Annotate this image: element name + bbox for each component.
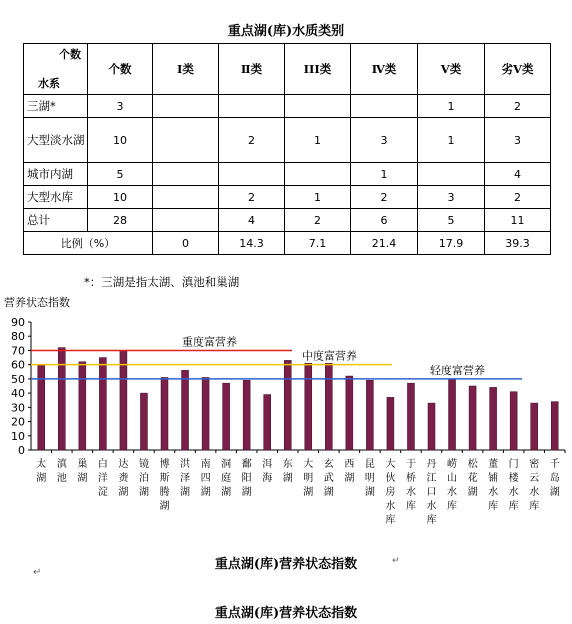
- table-footnote: *：三湖是指太湖、滇池和巢湖: [84, 275, 240, 289]
- x-tick-label: 门楼水库: [508, 459, 519, 512]
- x-tick-label: 于桥水库: [405, 459, 416, 512]
- bar: [140, 393, 147, 450]
- table-cell: 7.1: [285, 232, 351, 255]
- column-header: Ⅱ类: [219, 44, 285, 95]
- bar: [428, 403, 435, 450]
- table-cell: [219, 163, 285, 186]
- table-cell: 4: [485, 163, 551, 186]
- table-cell: 14.3: [219, 232, 285, 255]
- bar: [407, 383, 414, 450]
- table-cell: 28: [88, 209, 153, 232]
- x-tick-label: 昆明湖: [364, 459, 375, 498]
- bar: [223, 383, 230, 450]
- table-row: [24, 95, 551, 118]
- bar: [449, 379, 456, 450]
- row-label: 城市内湖: [24, 163, 88, 186]
- table-cell: 2: [219, 118, 285, 163]
- header-count-label: 个数: [59, 48, 81, 61]
- x-tick-label: 西湖: [344, 459, 355, 484]
- x-tick-label: 博斯腾湖: [159, 459, 170, 512]
- x-tick-label: 洱海: [262, 459, 273, 484]
- table-cell: 4: [219, 209, 285, 232]
- y-tick-label: 90: [11, 316, 25, 329]
- table-cell: 1: [351, 163, 418, 186]
- y-tick-label: 20: [11, 415, 25, 429]
- table-cell: 1: [285, 118, 351, 163]
- x-tick-label: 千岛湖: [549, 459, 560, 498]
- table-cell: 5: [418, 209, 485, 232]
- bar: [490, 387, 497, 450]
- column-header: Ⅳ类: [351, 44, 418, 95]
- x-tick-label: 太湖: [36, 459, 47, 484]
- table-cell: 17.9: [418, 232, 485, 255]
- bar: [38, 365, 45, 450]
- x-tick-label: 董铺水库: [488, 459, 499, 512]
- y-tick-label: 40: [11, 387, 25, 401]
- table-cell: [285, 163, 351, 186]
- chart-caption-repeat: 重点湖(库)营养状态指数: [214, 606, 358, 621]
- table-cell: 2: [485, 95, 551, 118]
- bar: [284, 360, 291, 450]
- column-header: Ⅰ类: [153, 44, 219, 95]
- x-tick-label: 滇池: [56, 459, 67, 484]
- bar: [264, 395, 271, 450]
- bar: [469, 386, 476, 450]
- bar: [79, 362, 86, 450]
- table-cell: [219, 95, 285, 118]
- table-cell: 2: [485, 186, 551, 209]
- bar: [161, 377, 168, 450]
- bar: [346, 376, 353, 450]
- table-cell: [153, 209, 219, 232]
- x-tick-label: 东湖: [282, 459, 293, 484]
- column-header: 个数: [88, 44, 153, 95]
- bar: [182, 370, 189, 450]
- table-cell: [153, 95, 219, 118]
- y-tick-label: 70: [11, 344, 25, 358]
- y-tick-label: 10: [11, 429, 25, 443]
- chart-caption: 重点湖(库)营养状态指数: [214, 557, 358, 572]
- table-row-ratio: [24, 232, 551, 255]
- x-tick-label: 密云水库: [529, 459, 540, 512]
- table-cell: 3: [485, 118, 551, 163]
- table-cell: 2: [285, 209, 351, 232]
- x-tick-label: 白洋淀: [97, 459, 108, 498]
- table-cell: 2: [351, 186, 418, 209]
- header-diagonal-cell: [24, 44, 88, 95]
- paragraph-mark: ↵: [33, 567, 42, 578]
- table-cell: [153, 186, 219, 209]
- table-cell: [285, 95, 351, 118]
- x-tick-label: 玄武湖: [323, 459, 334, 498]
- x-tick-label: 镜泊湖: [138, 459, 149, 498]
- table-cell: 39.3: [485, 232, 551, 255]
- table-cell: 3: [351, 118, 418, 163]
- row-label: 大型淡水湖: [24, 118, 88, 163]
- x-tick-label: 大明湖: [303, 459, 314, 498]
- table-cell: 3: [88, 95, 153, 118]
- reference-line-label: 轻度富营养: [430, 363, 485, 377]
- ratio-label: 比例（%）: [24, 232, 153, 255]
- table-row: [24, 118, 551, 163]
- table-row: [24, 163, 551, 186]
- table-cell: 3: [418, 186, 485, 209]
- bar: [325, 363, 332, 450]
- y-tick-label: 80: [11, 330, 25, 344]
- row-label: 总计: [24, 209, 88, 232]
- table-cell: 21.4: [351, 232, 418, 255]
- x-tick-label: 洞庭湖: [221, 459, 232, 498]
- bar: [531, 403, 538, 450]
- bar: [99, 358, 106, 450]
- table-cell: [153, 118, 219, 163]
- table-cell: 11: [485, 209, 551, 232]
- x-tick-label: 丹江口水库: [426, 459, 437, 526]
- table-cell: 1: [418, 118, 485, 163]
- row-label: 三湖*: [24, 95, 88, 118]
- x-tick-label: 大伙房水库: [385, 459, 396, 526]
- bar: [243, 380, 250, 450]
- column-header: Ⅴ类: [418, 44, 485, 95]
- x-tick-label: 洪泽湖: [180, 459, 191, 498]
- x-tick-label: 松花湖: [467, 459, 478, 498]
- bar: [551, 402, 558, 450]
- y-tick-label: 30: [11, 401, 25, 415]
- table-row: [24, 209, 551, 232]
- table-row: [24, 186, 551, 209]
- bar: [58, 348, 65, 450]
- table-cell: 1: [285, 186, 351, 209]
- table-cell: 2: [219, 186, 285, 209]
- x-tick-label: 南四湖: [200, 459, 211, 498]
- y-tick-label: 0: [18, 444, 25, 457]
- water-quality-table: [23, 43, 551, 255]
- trophic-index-chart: [0, 290, 572, 540]
- column-header: 劣Ⅴ类: [485, 44, 551, 95]
- bar: [202, 377, 209, 450]
- y-tick-label: 60: [11, 358, 25, 372]
- table-cell: [418, 163, 485, 186]
- table-cell: 6: [351, 209, 418, 232]
- column-header: III类: [285, 44, 351, 95]
- x-tick-label: 巢湖: [77, 459, 88, 484]
- table-cell: 1: [418, 95, 485, 118]
- table-cell: 0: [153, 232, 219, 255]
- table-title: 重点湖(库)水质类别: [227, 24, 345, 39]
- paragraph-mark: ↵: [392, 556, 400, 566]
- table-cell: [153, 163, 219, 186]
- table-cell: 5: [88, 163, 153, 186]
- table-cell: [351, 95, 418, 118]
- y-tick-label: 50: [11, 372, 25, 386]
- bar: [510, 392, 517, 450]
- bar: [305, 363, 312, 450]
- reference-line-label: 中度富营养: [302, 349, 357, 363]
- table-cell: 10: [88, 118, 153, 163]
- bar: [387, 397, 394, 450]
- x-tick-label: 达赉湖: [118, 459, 129, 498]
- x-tick-label: 崂山水库: [447, 459, 458, 512]
- reference-line-label: 重度富营养: [182, 335, 237, 349]
- header-system-label: 水系: [38, 77, 60, 90]
- y-axis-label: 营养状态指数: [4, 296, 70, 309]
- table-cell: 10: [88, 186, 153, 209]
- x-tick-label: 鄱阳湖: [241, 459, 252, 498]
- row-label: 大型水库: [24, 186, 88, 209]
- bar: [366, 380, 373, 450]
